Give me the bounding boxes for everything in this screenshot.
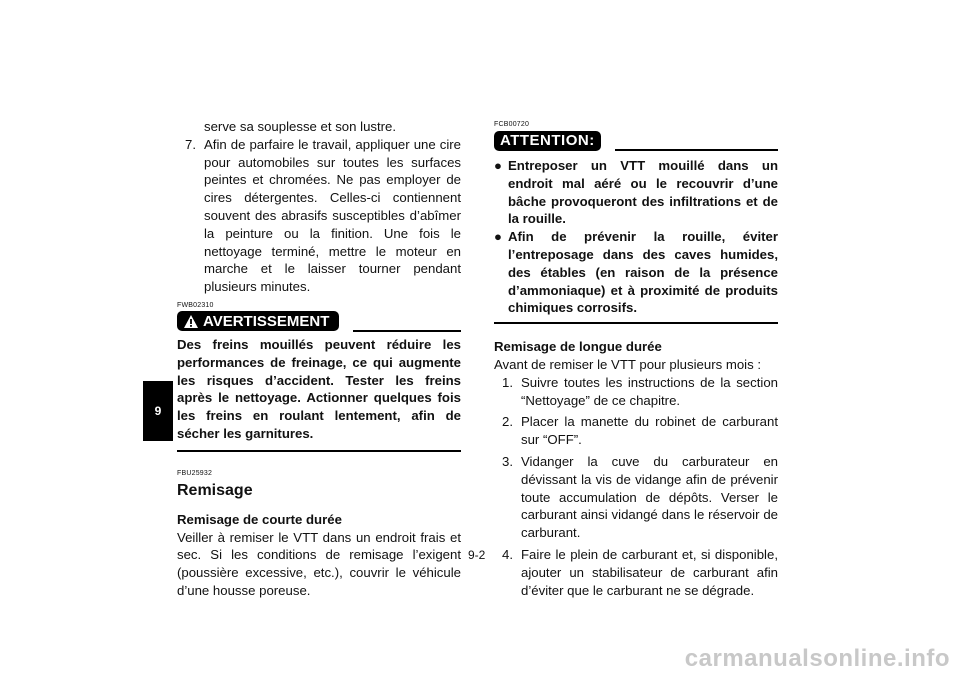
- section-code: FBU25932: [177, 469, 213, 477]
- list-item-text: Vidanger la cuve du carburateur en dévissant la vis de vidange afin de prévenir toute accumulation de dépôts. Verser le carburant ainsi vidangé dans le réservoir de carburant.: [521, 453, 778, 541]
- list-item-4: [494, 546, 778, 599]
- warning-label-box: [177, 311, 339, 331]
- list-item-3: [494, 453, 778, 542]
- continued-text: serve sa souplesse et son lustre.: [204, 119, 397, 134]
- warning-label: AVERTISSEMENT: [203, 312, 330, 330]
- attention-bullet-text: Entreposer un VTT mouillé dans un endroit mal aéré ou le recouvrir d’une bâche provoqueront des infiltrations et de la rouille.: [508, 158, 778, 227]
- list-item-number: 4.: [502, 546, 513, 562]
- long-storage-intro: Avant de remiser le VTT pour plusieurs mois :: [494, 356, 762, 372]
- list-item-1: [494, 374, 778, 410]
- list-item-text: Placer la manette du robinet de carburant sur “OFF”.: [521, 414, 778, 448]
- list-item-text: Faire le plein de carburant et, si disponible, ajouter un stabilisateur de carburant afin d’éviter que le carburant ne se dégrade.: [521, 546, 778, 598]
- attention-rule: [615, 149, 778, 151]
- list-item-number: 1.: [502, 374, 513, 390]
- attention-bullet-item: [494, 157, 778, 228]
- warning-text: Des freins mouillés peuvent réduire les performances de freinage, ce qui augmente les risques d’accident. Tester les freins après le nettoyage. Actionner quelques fois les freins en roulant lentement, afin de sécher les garnitures.: [177, 336, 461, 441]
- right-column: [494, 118, 778, 599]
- page-number: 9-2: [468, 548, 486, 562]
- section-title: Remisage: [177, 481, 253, 499]
- warning-rule: [353, 330, 461, 332]
- attention-bullets: [494, 157, 778, 317]
- list-item-number: 3.: [502, 453, 513, 469]
- list-item-7: [177, 136, 461, 296]
- bullet-icon: ●: [494, 158, 502, 173]
- warning-triangle-icon: [183, 314, 199, 329]
- chapter-tab: 9: [143, 381, 173, 441]
- short-storage-text: Veiller à remiser le VTT dans un endroit frais et sec. Si les conditions de remisage l’exigent (poussière excessive, etc.), couvrir le véhicule d’une housse poreuse.: [177, 529, 461, 598]
- list-item-text: Suivre toutes les instructions de la section “Nettoyage” de ce chapitre.: [521, 374, 778, 408]
- watermark: carmanualsonline.info: [684, 645, 950, 672]
- left-column: [177, 118, 461, 600]
- attention-bottom-rule: [494, 322, 778, 324]
- list-item-number: 7.: [185, 136, 196, 152]
- attention-bullet-text: Afin de prévenir la rouille, éviter l’entreposage dans des caves humides, des étables (en raison de la présence d’ammoniaque) et à proximité de produits chimiques corrosifs.: [508, 229, 778, 316]
- warning-header: [177, 311, 461, 332]
- attention-bullet-item: [494, 228, 778, 317]
- list-item-2: [494, 413, 778, 449]
- warning-bottom-rule: [177, 450, 461, 452]
- warning-code: FWB02310: [177, 301, 214, 309]
- list-item-number: 2.: [502, 414, 513, 430]
- long-storage-title: Remisage de longue durée: [494, 339, 662, 355]
- bullet-icon: ●: [494, 229, 502, 245]
- attention-label: ATTENTION:: [494, 131, 601, 151]
- list-item-text: Afin de parfaire le travail, appliquer une cire pour automobiles sur toutes les surfaces peintes et chromées. Ne pas employer de cires détergentes. Celles-ci contiennent souvent des abrasifs susceptibles d’abîmer la peinture ou la finition. Une fois le nettoyage terminé, mettre le moteur en marche et le laisser tourner pendant plusieurs minutes.: [204, 136, 461, 295]
- subsection-title: Remisage de courte durée: [177, 511, 342, 527]
- attention-header: [494, 130, 778, 151]
- attention-code: FCB00720: [494, 121, 530, 128]
